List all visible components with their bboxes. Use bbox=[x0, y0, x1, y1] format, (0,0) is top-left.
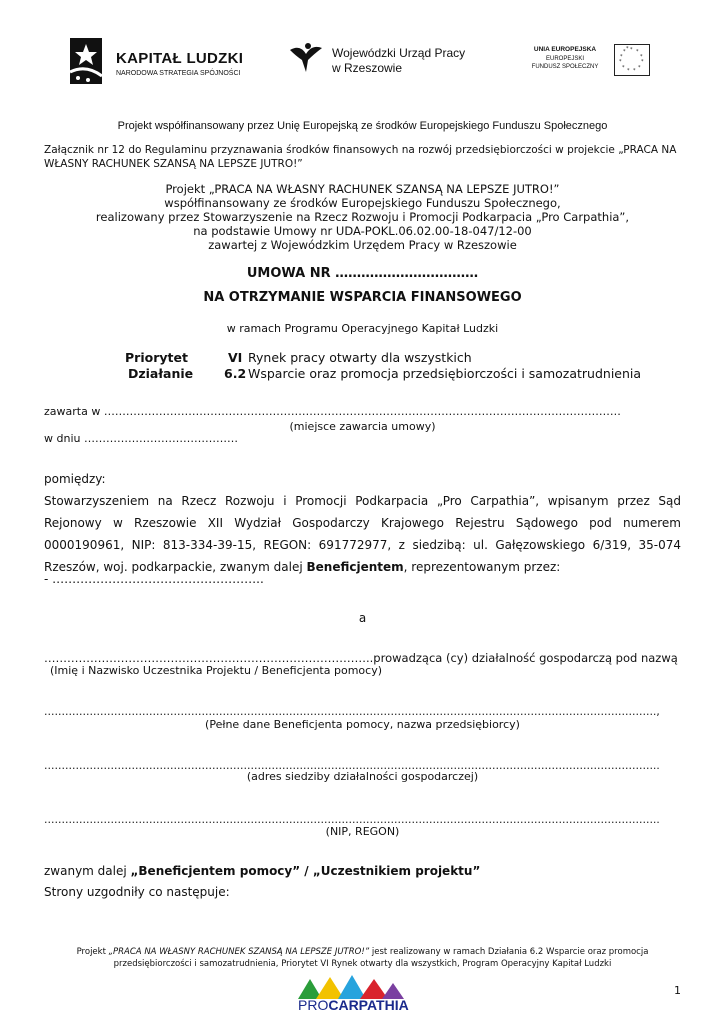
svg-text:*: * bbox=[622, 65, 625, 71]
eu-flag-icon bbox=[614, 44, 650, 76]
priority-number: VI bbox=[228, 350, 243, 365]
svg-text:*: * bbox=[633, 68, 636, 74]
wup-bird-icon bbox=[288, 40, 324, 76]
pro-carpathia-wordmark bbox=[298, 997, 409, 1013]
project-line-2: współfinansowany ze środków Europejskiego Funduszu Społecznego, bbox=[164, 196, 561, 210]
first-party-paragraph bbox=[44, 490, 681, 578]
project-block bbox=[0, 182, 725, 252]
seat-line: ………………………………………………………………………………………………………………………………………………………….. bbox=[44, 760, 660, 772]
called-line bbox=[44, 861, 480, 882]
eu-line1: UNIA EUROPEJSKA bbox=[533, 46, 597, 53]
kapital-ludzki-title: KAPITAŁ LUDZKI bbox=[116, 50, 244, 67]
priority-text: Rynek pracy otwarty dla wszystkich bbox=[248, 350, 472, 365]
agreed-line: Strony uzgodniły co następuje: bbox=[44, 885, 230, 899]
priority-label: Priorytet bbox=[125, 350, 188, 365]
project-line-1: Projekt „PRACA NA WŁASNY RACHUNEK SZANSĄ NA LEPSZE JUTRO!” bbox=[165, 182, 560, 196]
kapital-ludzki-emblem-icon bbox=[66, 36, 106, 86]
footer-line-1 bbox=[0, 946, 725, 958]
project-line-4: na podstawie Umowy nr UDA-POKL.06.02.00-18-047/12-00 bbox=[193, 224, 532, 238]
cofinanced-line: Projekt współfinansowany przez Unię Europejską ze środków Europejskiego Funduszu Społecznego bbox=[117, 120, 608, 132]
running-business-line: …………………………………………………………………………..prowadząca (cy) działalność gospodarczą pod nazwą bbox=[44, 651, 678, 665]
eu-logo bbox=[520, 42, 660, 82]
place-hint: (miejsce zawarcia umowy) bbox=[289, 420, 436, 433]
kapital-ludzki-subtitle: NARODOWA STRATEGIA SPÓJNOŚCI bbox=[116, 70, 241, 77]
svg-text:*: * bbox=[627, 68, 630, 74]
footer-project-name: „PRACA NA WŁASNY RACHUNEK SZANSĄ NA LEPSZE JUTRO!” bbox=[108, 947, 370, 957]
representative-line: - …………………………………………….. bbox=[44, 572, 264, 586]
programme-line: w ramach Programu Operacyjnego Kapitał Ludzki bbox=[226, 322, 499, 335]
action-label: Działanie bbox=[128, 366, 194, 381]
annex-note: Załącznik nr 12 do Regulaminu przyznawania środków finansowych na rozwój przedsiębiorczości w projekcie „PRACA NA WŁASNY RACHUNEK SZANSĄ NA LEPSZE JUTRO!” bbox=[44, 144, 677, 170]
logo-pro: PRO bbox=[298, 997, 329, 1013]
first-party-text: Stowarzyszeniem na Rzecz Rozwoju i Promocji Podkarpacia „Pro Carpathia”, wpisanym przez Sąd Rejonowy w Rzeszowie XII Wydział Gospodarczy Krajowego Rejestru Sądowego pod numerem 0000190961, NIP: 813-334-39-15, REGON: 691772977, z siedzibą: ul. Gałęzowskiego 6/319, 35-074 Rzeszów, woj. podkarpackie, zwanym bbox=[44, 494, 681, 574]
mountains-icon bbox=[298, 975, 404, 999]
footer-rest: jest realizowany w ramach Działania 6.2 Wsparcie oraz promocja bbox=[369, 947, 649, 957]
pro-carpathia-logo bbox=[298, 975, 409, 1015]
svg-text:*: * bbox=[636, 49, 639, 55]
svg-text:*: * bbox=[641, 59, 644, 65]
and-separator: a bbox=[358, 611, 367, 625]
eu-line3: FUNDUSZ SPOŁECZNY bbox=[531, 64, 599, 70]
svg-text:*: * bbox=[626, 46, 629, 52]
wup-line1: Wojewódzki Urząd Pracy bbox=[332, 46, 466, 60]
called-role: „Beneficjentem pomocy” / „Uczestnikiem projektu” bbox=[130, 864, 481, 878]
footer-prefix: Projekt bbox=[76, 947, 109, 957]
concluded-in-line: zawarta w …………………………………………………………………………………………………………………………… bbox=[44, 405, 621, 418]
footer-line-2: przedsiębiorczości i samozatrudnienia, Priorytet VI Rynek otwarty dla wszystkich, Program Operacyjny Kapitał Ludzki bbox=[113, 959, 612, 969]
footer-text bbox=[0, 946, 725, 970]
date-line: w dniu …………………………………… bbox=[44, 432, 238, 445]
contract-subject-title: NA OTRZYMANIE WSPARCIA FINANSOWEGO bbox=[203, 290, 522, 305]
nip-line: ………………………………………………………………………………………………………………………………………………………….. bbox=[44, 814, 660, 826]
svg-text:*: * bbox=[630, 47, 633, 53]
name-hint: (Imię i Nazwisko Uczestnika Projektu / Beneficjenta pomocy) bbox=[50, 664, 382, 677]
first-party-dalej: dalej bbox=[273, 560, 303, 574]
svg-text:*: * bbox=[640, 54, 643, 60]
eu-line2: EUROPEJSKI bbox=[545, 56, 584, 62]
action-number: 6.2 bbox=[224, 366, 247, 381]
page-number: 1 bbox=[674, 984, 681, 997]
wup-logo bbox=[288, 40, 468, 80]
full-data-hint: (Pełne dane Beneficjenta pomocy, nazwa przedsiębiorcy) bbox=[205, 718, 520, 731]
kapital-ludzki-logo bbox=[66, 36, 266, 88]
between-label: pomiędzy: bbox=[44, 472, 106, 486]
nip-hint: (NIP, REGON) bbox=[325, 825, 400, 838]
svg-text:*: * bbox=[620, 54, 623, 60]
seat-hint: (adres siedziby działalności gospodarczej) bbox=[246, 770, 479, 783]
svg-text:*: * bbox=[623, 49, 626, 55]
first-party-role: Beneficjentem bbox=[306, 560, 404, 574]
full-data-line: …………………………………………………………………………………………………………………………………………………………., bbox=[44, 706, 660, 718]
header-logos bbox=[0, 30, 725, 90]
contract-number-title: UMOWA NR …………………………… bbox=[246, 266, 479, 281]
project-line-3: realizowany przez Stowarzyszenie na Rzecz Rozwoju i Promocji Podkarpacia „Pro Carpathia”, bbox=[95, 210, 630, 224]
first-party-represented: , reprezentowanym przez: bbox=[403, 560, 561, 574]
svg-text:*: * bbox=[638, 65, 641, 71]
wup-line2: w Rzeszowie bbox=[332, 61, 403, 75]
logo-carpathia: CARPATHIA bbox=[328, 997, 409, 1013]
called-prefix: zwanym dalej bbox=[44, 864, 131, 878]
project-line-5: zawartej z Wojewódzkim Urzędem Pracy w Rzeszowie bbox=[208, 238, 517, 252]
action-text: Wsparcie oraz promocja przedsiębiorczości i samozatrudnienia bbox=[248, 366, 642, 381]
svg-text:*: * bbox=[619, 59, 622, 65]
